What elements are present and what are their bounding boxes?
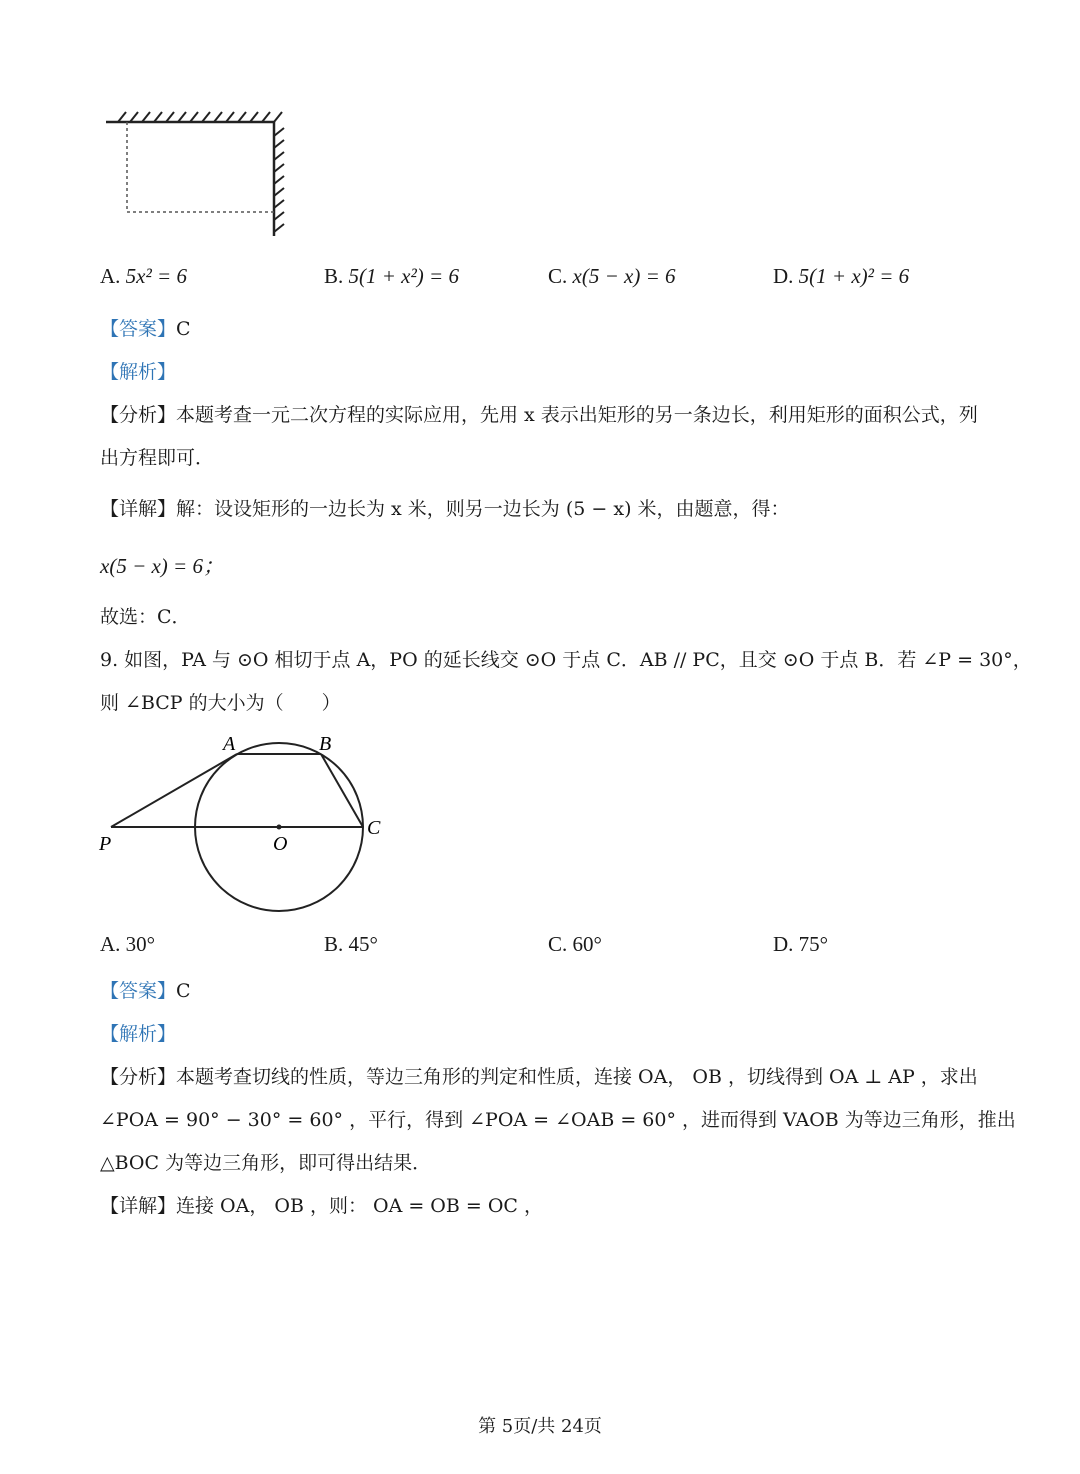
label-a: A [223, 733, 236, 755]
q9-xiangjie-line1: 【详解】连接 OA， OB ，则： OA = OB = OC ， [100, 1195, 543, 1217]
circle-tangent-figure [95, 728, 395, 918]
wall-rectangle-figure [100, 106, 300, 242]
q9-jiexi-tag: 【解析】 [100, 1023, 177, 1045]
q9-option-b: B. 45° [324, 932, 378, 956]
q9-option-a: A. 30° [100, 932, 156, 956]
label-c: C [367, 817, 381, 839]
q8-conclusion: 故选：C． [100, 606, 191, 628]
q9-fenxi-line2: ∠POA = 90° − 30° = 60° ，平行，得到 ∠POA = ∠OAB = 60° ，进而得到 VAOB 为等边三角形，推出 [100, 1109, 1016, 1131]
q8-option-d: D. 5(1 + x)² = 6 [773, 264, 910, 288]
page-footer: 第 5页/共 24页 [478, 1416, 602, 1437]
q8-jiexi-tag: 【解析】 [100, 361, 177, 383]
q8-fenxi-line2: 出方程即可． [100, 447, 215, 469]
answer-tag: 【答案】 [100, 980, 177, 1002]
label-b: B [319, 733, 332, 755]
q9-stem-line1: 9. 如图，PA 与 ⊙O 相切于点 A，PO 的延长线交 ⊙O 于点 C．AB // PC，且交 ⊙O 于点 B．若 ∠P = 30°， [100, 649, 1032, 671]
q8-fenxi-line1: 【分析】本题考查一元二次方程的实际应用，先用 x 表示出矩形的另一条边长，利用矩形的面积公式，列 [100, 404, 978, 426]
q9-fenxi-line3: △BOC 为等边三角形，即可得出结果． [100, 1152, 432, 1174]
label-o: O [273, 833, 288, 855]
q9-stem-line2: 则 ∠BCP 的大小为（ ） [100, 692, 341, 714]
q8-equation: x(5 − x) = 6； [100, 554, 224, 578]
q9-option-d: D. 75° [773, 932, 829, 956]
q9-fenxi-line1: 【分析】本题考查切线的性质，等边三角形的判定和性质，连接 OA， OB ，切线得到 OA ⊥ AP ，求出 [100, 1066, 978, 1088]
q9-option-c: C. 60° [548, 932, 602, 956]
q8-option-c: C. x(5 − x) = 6 [548, 264, 676, 288]
q8-xiangjie-line1: 【详解】解：设设矩形的一边长为 x 米，则另一边长为 (5 − x) 米，由题意，得： [100, 498, 790, 520]
answer-tag: 【答案】 [100, 318, 177, 340]
q9-answer: 【答案】C [100, 980, 191, 1002]
q8-answer: 【答案】C [100, 318, 191, 340]
q8-option-b: B. 5(1 + x²) = 6 [324, 264, 459, 288]
label-p: P [99, 833, 112, 855]
q8-option-a: A. 5x² = 6 [100, 264, 187, 288]
